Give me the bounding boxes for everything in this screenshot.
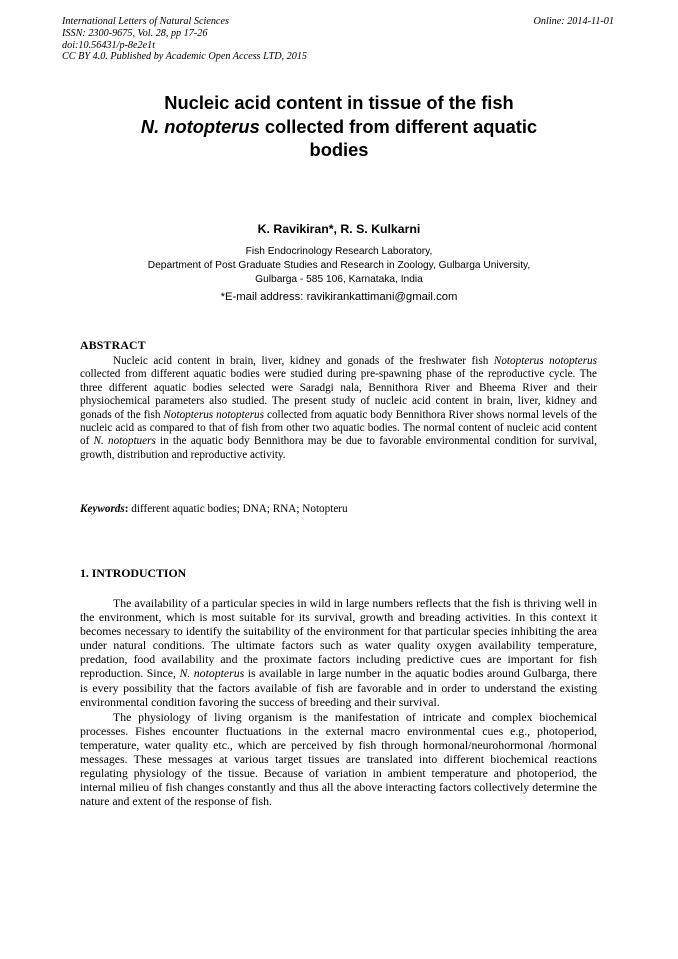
corresponding-email: *E-mail address: ravikirankattimani@gmail.com	[220, 291, 458, 303]
intro-paragraph-2: The physiology of living organism is the manifestation of intricate and complex biochemical processes. Fishes encounter fluctuations in the external macro environmental cues e.g., photoperiod, temperature, water quality etc., which are perceived by fish through hormonal/neurohormonal /hormonal messages. These messages at various target tissues are translated into different biochemical reactions regulating physiology of the tissue. Because of variation in ambient temperature and photoperiod, the internal milieu of fish changes constantly and thus all the above interacting factors collectively determine the nature and extent of the response of fish.	[80, 709, 597, 809]
section-heading-introduction: 1. INTRODUCTION	[80, 566, 187, 580]
title-line-3: bodies	[309, 139, 369, 160]
keywords	[80, 503, 597, 516]
title-line-2	[60, 115, 618, 139]
keywords-list: different aquatic bodies; DNA; RNA; Notopteru	[128, 503, 348, 515]
affiliation-line-3: Gulbarga - 585 106, Karnataka, India	[255, 273, 423, 285]
journal-header	[62, 16, 614, 63]
online-date: Online: 2014-11-01	[533, 16, 614, 27]
keywords-label: Keywords	[80, 503, 125, 515]
title-species: N. notopterus	[140, 115, 260, 137]
abstract-text-1: Nucleic acid content in brain, liver, kidney and gonads of the freshwater fish	[113, 355, 494, 367]
abstract-species-2: Notopterus notopterus	[163, 408, 264, 421]
affiliation	[60, 245, 618, 286]
intro-p1-text-a: The availability of a particular species in wild in large numbers reflects that the fish is thriving well in the environment, which is most suitable for its survival, growth and breading activities. In this context it becomes necessary to identify the suitability of the environment for that particular species inhibiting the area under natural conditions. The ultimate factors such as water quality oxygen availability temperature, predation, food availability and the proximate factors including predictive cues are important for fish reproduction. Since,	[80, 596, 597, 681]
title-line-1: Nucleic acid content in tissue of the fish	[164, 92, 514, 113]
abstract-text-4: in the aquatic body Bennithora may be due to favorable environmental condition for survival, growth, distribution and reproductive activity.	[80, 435, 597, 461]
abstract-heading: ABSTRACT	[80, 338, 146, 352]
journal-license: CC BY 4.0. Published by Academic Open Access LTD, 2015	[62, 51, 308, 63]
keywords-colon: :	[124, 503, 129, 515]
abstract-species-3: N. notoptuers	[93, 435, 156, 448]
intro-paragraph-1	[80, 596, 597, 709]
journal-name: International Letters of Natural Sciences	[62, 16, 229, 27]
abstract-text-2: collected from different aquatic bodies were studied during pre-spawning phase of the reproductive cycle. The three different aquatic bodies selected were Saradgi nala, Bennithora River and Bheema River and their physiochemical parameters also studied. The present study of nucleic acid content in brain, liver, kidney and gonads of the fish	[80, 368, 597, 421]
intro-p1-text-b: is available in large number in the aquatic bodies around Gulbarga, there is every possibility that the factors available of fish are favorable and in order to understand the existing environmental condition favoring the success of breeding and their survival.	[80, 666, 597, 709]
abstract-species-1: Notopterus notopterus	[493, 355, 597, 367]
journal-doi: doi:10.56431/p-8e2e1t	[62, 39, 156, 51]
affiliation-line-1: Fish Endocrinology Research Laboratory,	[245, 246, 433, 257]
affiliation-line-2: Department of Post Graduate Studies and Research in Zoology, Gulbarga University,	[147, 259, 531, 271]
intro-p1-species: N. notopterus	[179, 666, 245, 681]
introduction-body	[80, 596, 597, 808]
abstract-body	[80, 355, 597, 462]
journal-issn: ISSN: 2300-9675, Vol. 28, pp 17-26	[62, 27, 208, 39]
authors: K. Ravikiran*, R. S. Kulkarni	[257, 222, 421, 236]
paper-title	[60, 91, 618, 162]
abstract-text-3: collected from aquatic body Bennithora River shows normal levels of the nucleic acid as compared to that of fish from other two aquatic bodies. The normal content of nucleic acid content of	[80, 408, 597, 448]
title-line-2-rest: collected from different aquatic	[259, 115, 538, 137]
